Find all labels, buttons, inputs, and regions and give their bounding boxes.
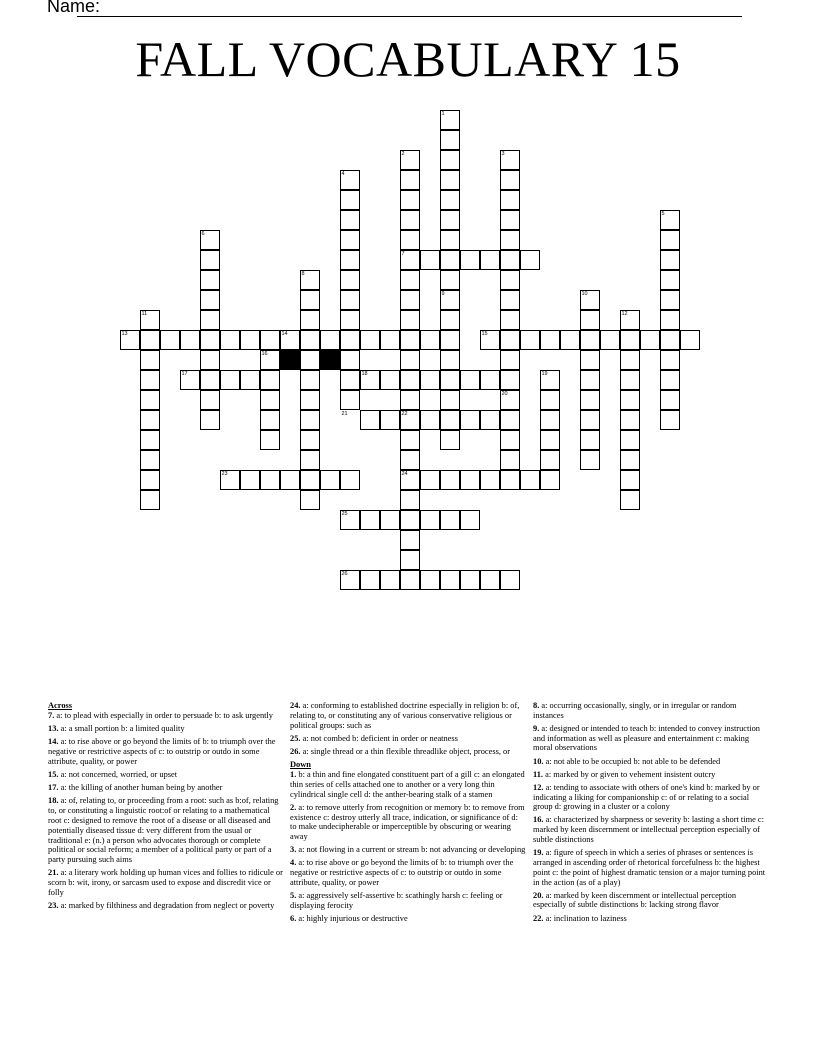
crossword-cell[interactable]	[300, 330, 320, 350]
clue-number-label: 3	[501, 151, 505, 157]
crossword-cell[interactable]	[500, 350, 520, 370]
crossword-cell[interactable]	[240, 470, 260, 490]
crossword-cell[interactable]	[440, 210, 460, 230]
crossword-cell[interactable]	[400, 370, 420, 390]
clue-number-label: 24	[401, 471, 408, 477]
clue-text: a: characterized by sharpness or severity b: lasting a short time c: marked by keen discernment or intellectual perception especially of subtle distinctions	[533, 815, 764, 845]
crossword-cell[interactable]	[340, 470, 360, 490]
crossword-cell[interactable]	[400, 390, 420, 410]
crossword-cell[interactable]	[540, 390, 560, 410]
crossword-cell[interactable]	[360, 570, 380, 590]
clue-number-label: 19	[541, 371, 548, 377]
crossword-cell[interactable]	[580, 330, 600, 350]
clue-number-label: 2	[401, 151, 405, 157]
crossword-cell[interactable]	[440, 190, 460, 210]
crossword-cell[interactable]	[400, 510, 420, 530]
crossword-cell[interactable]	[620, 410, 640, 430]
clue-down-8	[533, 701, 769, 721]
crossword-cell[interactable]	[480, 470, 500, 490]
crossword-cell[interactable]	[380, 570, 400, 590]
crossword-cell[interactable]	[440, 170, 460, 190]
clue-number-label: 17	[181, 371, 188, 377]
crossword-cell[interactable]	[400, 190, 420, 210]
clue-down-9	[533, 724, 769, 753]
crossword-cell[interactable]	[500, 270, 520, 290]
crossword-cell[interactable]	[620, 490, 640, 510]
crossword-cell[interactable]	[260, 410, 280, 430]
clue-number-label: 21	[341, 411, 348, 417]
clue-number-label: 25	[341, 511, 348, 517]
crossword-cell[interactable]	[660, 230, 680, 250]
crossword-cell[interactable]	[620, 350, 640, 370]
crossword-cell[interactable]	[500, 290, 520, 310]
clue-column-1	[48, 701, 284, 914]
crossword-cell[interactable]	[300, 470, 320, 490]
clue-text: a: not combed b: deficient in order or neatness	[300, 733, 458, 743]
crossword-cell[interactable]	[140, 470, 160, 490]
crossword-cell[interactable]	[400, 310, 420, 330]
crossword-cell[interactable]	[200, 370, 220, 390]
crossword-cell[interactable]	[400, 530, 420, 550]
clue-number: 15.	[48, 770, 59, 780]
crossword-cell[interactable]	[520, 470, 540, 490]
crossword-cell[interactable]	[440, 470, 460, 490]
crossword-cell[interactable]	[440, 250, 460, 270]
crossword-cell[interactable]	[500, 230, 520, 250]
crossword-cell[interactable]	[680, 330, 700, 350]
crossword-cell[interactable]	[540, 470, 560, 490]
clue-number: 4.	[290, 858, 297, 868]
crossword-cell[interactable]	[380, 410, 400, 430]
clue-down-22	[533, 914, 769, 924]
clue-down-16	[533, 815, 769, 844]
clue-number-label: 26	[341, 571, 348, 577]
crossword-cell[interactable]	[220, 370, 240, 390]
clue-text: a: marked by or given to vehement insistent outcry	[543, 769, 716, 779]
crossword-cell[interactable]	[340, 370, 360, 390]
crossword-cell[interactable]	[500, 310, 520, 330]
crossword-cell[interactable]	[400, 430, 420, 450]
crossword-cell[interactable]	[340, 270, 360, 290]
crossword-cell[interactable]	[460, 410, 480, 430]
crossword-cell[interactable]	[340, 390, 360, 410]
clue-number: 20.	[533, 890, 544, 900]
clue-number-label: 14	[281, 331, 288, 337]
crossword-cell[interactable]	[420, 510, 440, 530]
clue-down-1	[290, 770, 526, 799]
crossword-cell[interactable]	[420, 330, 440, 350]
crossword-cell[interactable]	[500, 250, 520, 270]
crossword-cell[interactable]	[200, 410, 220, 430]
crossword-cell[interactable]	[500, 190, 520, 210]
clue-text: a: to rise above or go beyond the limits of b: to triumph over the negative or restrictive aspects of c: to outstrip or outdo in some attribute, quality, or power	[290, 858, 514, 888]
clue-across-17	[48, 783, 284, 793]
crossword-cell[interactable]	[380, 330, 400, 350]
clue-number-label: 9	[441, 291, 445, 297]
clue-number: 21.	[48, 868, 59, 878]
crossword-cell[interactable]	[320, 470, 340, 490]
clue-number: 22.	[533, 913, 544, 923]
down-heading: Down	[290, 759, 311, 769]
crossword-cell[interactable]	[340, 350, 360, 370]
crossword-cell[interactable]	[140, 410, 160, 430]
crossword-cell[interactable]	[320, 350, 340, 370]
crossword-cell[interactable]	[340, 290, 360, 310]
crossword-cell[interactable]	[580, 310, 600, 330]
crossword-cell[interactable]	[340, 310, 360, 330]
clue-text: a: inclination to laziness	[543, 913, 627, 923]
crossword-cell[interactable]	[300, 390, 320, 410]
clue-number: 24.	[290, 701, 301, 710]
crossword-cell[interactable]	[200, 350, 220, 370]
crossword-cell[interactable]	[660, 410, 680, 430]
crossword-cell[interactable]	[440, 350, 460, 370]
crossword-cell[interactable]	[160, 330, 180, 350]
crossword-cell[interactable]	[380, 510, 400, 530]
clue-number: 14.	[48, 737, 59, 747]
crossword-cell[interactable]	[240, 330, 260, 350]
clue-number: 5.	[290, 891, 297, 901]
clue-across-18	[48, 796, 284, 865]
clue-number-label: 4	[341, 171, 345, 177]
crossword-cell[interactable]	[300, 430, 320, 450]
crossword-cell[interactable]	[560, 330, 580, 350]
crossword-cell[interactable]	[520, 330, 540, 350]
crossword-cell[interactable]	[140, 450, 160, 470]
crossword-cell[interactable]	[620, 470, 640, 490]
clue-down-4	[290, 858, 526, 887]
clue-text: a: conforming to established doctrine especially in religion b: of, relating to, or constituting any of various conservative religious or political groups: such as	[290, 701, 520, 730]
crossword-cell[interactable]	[400, 230, 420, 250]
crossword-cell[interactable]	[400, 550, 420, 570]
crossword-cell[interactable]	[500, 450, 520, 470]
clue-number-label: 23	[221, 471, 228, 477]
crossword-block	[280, 350, 300, 370]
clue-across-25	[290, 734, 526, 744]
crossword-cell[interactable]	[580, 370, 600, 390]
crossword-cell[interactable]	[540, 450, 560, 470]
clue-number: 16.	[533, 815, 544, 825]
clue-number-label: 16	[261, 351, 268, 357]
crossword-cell[interactable]	[660, 370, 680, 390]
crossword-cell[interactable]	[300, 370, 320, 390]
crossword-cell[interactable]	[140, 430, 160, 450]
crossword-cell[interactable]	[620, 450, 640, 470]
clue-number: 12.	[533, 782, 544, 792]
clue-number: 9.	[533, 723, 540, 733]
clue-number: 8.	[533, 701, 540, 710]
crossword-cell[interactable]	[660, 350, 680, 370]
crossword-cell[interactable]	[660, 290, 680, 310]
clue-down-12	[533, 783, 769, 812]
crossword-cell[interactable]	[300, 350, 320, 370]
crossword-cell[interactable]	[420, 470, 440, 490]
crossword-cell[interactable]	[500, 570, 520, 590]
crossword-cell[interactable]	[480, 370, 500, 390]
clue-down-19	[533, 848, 769, 887]
clue-number-label: 5	[661, 211, 665, 217]
clue-across-21	[48, 868, 284, 897]
crossword-cell[interactable]	[440, 370, 460, 390]
crossword-cell[interactable]	[580, 450, 600, 470]
crossword-cell[interactable]	[360, 410, 380, 430]
clue-number: 13.	[48, 724, 59, 734]
clue-number: 26.	[290, 746, 301, 756]
crossword-cell[interactable]	[440, 310, 460, 330]
clue-number: 1.	[290, 770, 297, 780]
crossword-cell[interactable]	[320, 330, 340, 350]
clue-text: a: a small portion b: a limited quality	[58, 724, 185, 734]
clue-number: 3.	[290, 845, 297, 855]
clue-text: a: to plead with especially in order to persuade b: to ask urgently	[54, 711, 273, 721]
crossword-cell[interactable]	[500, 470, 520, 490]
clue-number: 11.	[533, 769, 544, 779]
clue-text: a: figure of speech in which a series of phrases or sentences is arranged in ascending order of rhetorical forcefulness b: the highest point c: the point of highest dramatic tension or a major turning point in the action (as of a play)	[533, 848, 766, 887]
clue-number-label: 13	[121, 331, 128, 337]
crossword-cell[interactable]	[300, 490, 320, 510]
crossword-cell[interactable]	[140, 350, 160, 370]
crossword-cell[interactable]	[540, 410, 560, 430]
crossword-cell[interactable]	[400, 350, 420, 370]
crossword-cell[interactable]	[340, 250, 360, 270]
crossword-cell[interactable]	[400, 270, 420, 290]
crossword-cell[interactable]	[400, 450, 420, 470]
crossword-cell[interactable]	[460, 250, 480, 270]
crossword-cell[interactable]	[460, 510, 480, 530]
crossword-cell[interactable]	[420, 410, 440, 430]
clue-down-20	[533, 891, 769, 911]
crossword-cell[interactable]	[140, 370, 160, 390]
crossword-cell[interactable]	[500, 330, 520, 350]
crossword-cell[interactable]	[400, 210, 420, 230]
crossword-cell[interactable]	[660, 390, 680, 410]
clue-across-7	[48, 711, 284, 721]
crossword-cell[interactable]	[300, 410, 320, 430]
crossword-cell[interactable]	[440, 330, 460, 350]
clue-number-label: 11	[141, 311, 148, 317]
crossword-cell[interactable]	[200, 330, 220, 350]
clue-number: 23.	[48, 900, 59, 910]
crossword-cell[interactable]	[640, 330, 660, 350]
clue-number-label: 12	[621, 311, 628, 317]
crossword-cell[interactable]	[540, 430, 560, 450]
clue-number-label: 6	[201, 231, 205, 237]
clue-number-label: 8	[301, 271, 305, 277]
clue-text: a: occurring occasionally, singly, or in irregular or random instances	[533, 701, 737, 720]
crossword-cell[interactable]	[440, 150, 460, 170]
crossword-cell[interactable]	[300, 450, 320, 470]
clue-text: a: not concerned, worried, or upset	[58, 770, 178, 780]
crossword-cell[interactable]	[340, 330, 360, 350]
clue-down-2	[290, 803, 526, 842]
crossword-cell[interactable]	[500, 430, 520, 450]
clue-text: a: aggressively self-assertive b: scathingly harsh c: feeling or displaying ferocity	[290, 891, 503, 910]
crossword-cell[interactable]	[440, 390, 460, 410]
crossword-cell[interactable]	[580, 430, 600, 450]
crossword-cell[interactable]	[620, 370, 640, 390]
crossword-cell[interactable]	[260, 370, 280, 390]
crossword-cell[interactable]	[240, 370, 260, 390]
crossword-cell[interactable]	[660, 330, 680, 350]
clue-text: a: tending to associate with others of one's kind b: marked by or indicating a liking for companionship c: of or relating to a social group d: growing in a cluster or a colony	[533, 782, 760, 812]
clue-text: a: designed or intended to teach b: intended to convey instruction and information as well as pleasure and entertainment c: making moral observations	[533, 723, 760, 753]
crossword-cell[interactable]	[460, 570, 480, 590]
crossword-cell[interactable]	[140, 330, 160, 350]
clue-text: a: highly injurious or destructive	[296, 914, 408, 924]
clue-text: a: not able to be occupied b: not able to be defended	[543, 756, 721, 766]
crossword-cell[interactable]	[180, 330, 200, 350]
crossword-cell[interactable]	[500, 370, 520, 390]
clue-text: a: marked by filthiness and degradation from neglect or poverty	[58, 900, 275, 910]
crossword-cell[interactable]	[440, 230, 460, 250]
page-title: FALL VOCABULARY 15	[135, 31, 681, 87]
clue-number-label: 7	[401, 251, 405, 257]
clue-across-15	[48, 770, 284, 780]
clue-across-26	[290, 747, 526, 757]
clue-number-label: 18	[361, 371, 368, 377]
clue-text: b: a thin and fine elongated constituent part of a gill c: an elongated thin series of cells attached one to another or a very long thin cylindrical single cell d: the anther-bearing stalk of a stamen	[290, 770, 525, 799]
crossword-cell[interactable]	[340, 210, 360, 230]
crossword-cell[interactable]	[340, 190, 360, 210]
clue-number: 19.	[533, 848, 544, 858]
crossword-cell[interactable]	[480, 570, 500, 590]
crossword-cell[interactable]	[260, 470, 280, 490]
crossword-cell[interactable]	[200, 250, 220, 270]
clue-number: 2.	[290, 802, 297, 812]
crossword-cell[interactable]	[500, 410, 520, 430]
clue-number: 6.	[290, 914, 297, 924]
across-heading: Across	[48, 701, 73, 710]
clue-across-24	[290, 701, 526, 730]
crossword-cell[interactable]	[580, 410, 600, 430]
clue-number-label: 15	[481, 331, 488, 337]
crossword-cell[interactable]	[500, 210, 520, 230]
crossword-cell[interactable]	[620, 390, 640, 410]
crossword-cell[interactable]	[140, 390, 160, 410]
clue-down-11	[533, 770, 769, 780]
crossword-cell[interactable]	[480, 410, 500, 430]
clue-down-10	[533, 757, 769, 767]
crossword-cell[interactable]	[400, 570, 420, 590]
crossword-cell[interactable]	[420, 570, 440, 590]
crossword-cell[interactable]	[520, 250, 540, 270]
clue-text: a: to remove utterly from recognition or memory b: to remove from existence c: destroy utterly all trace, indication, or significance of d: to make undecipherable or imperceptible by obscuring or wearing away	[290, 802, 525, 842]
crossword-cell[interactable]	[440, 570, 460, 590]
clue-number: 17.	[48, 783, 59, 793]
crossword-cell[interactable]	[500, 170, 520, 190]
clue-down-6	[290, 914, 526, 924]
clue-text: a: not flowing in a current or stream b: not advancing or developing	[296, 845, 526, 855]
crossword-cell[interactable]	[400, 330, 420, 350]
clue-down-3	[290, 845, 526, 855]
clue-across-23	[48, 901, 284, 911]
crossword-cell[interactable]	[200, 270, 220, 290]
crossword-cell[interactable]	[400, 170, 420, 190]
crossword-cell[interactable]	[620, 330, 640, 350]
crossword-cell[interactable]	[200, 390, 220, 410]
crossword-cell[interactable]	[300, 310, 320, 330]
clue-number-label: 1	[441, 111, 445, 117]
crossword-cell[interactable]	[260, 430, 280, 450]
crossword-cell[interactable]	[440, 410, 460, 430]
crossword-cell[interactable]	[660, 270, 680, 290]
crossword-cell[interactable]	[580, 390, 600, 410]
crossword-cell[interactable]	[140, 490, 160, 510]
clue-number: 10.	[533, 756, 544, 766]
crossword-cell[interactable]	[420, 250, 440, 270]
clue-number-label: 10	[581, 291, 588, 297]
crossword-cell[interactable]	[380, 370, 400, 390]
clue-number: 7.	[48, 711, 55, 721]
clue-number-label: 20	[501, 391, 508, 397]
crossword-cell[interactable]	[620, 430, 640, 450]
crossword-cell[interactable]	[280, 470, 300, 490]
crossword-cell[interactable]	[440, 430, 460, 450]
name-field-label: Name:	[47, 0, 101, 16]
clue-text: a: of, relating to, or proceeding from a root: such as b:of, relating to, or constituting a linguistic root:of or relating to a mathematical root c: designed to remove the root of a disease or all diseased and potentially diseased tissue d: very different from the usual or traditional e: (n.) a person who advocates thorough or complete political or social reform; a member of a political party or part of a party pursuing such aims	[48, 796, 279, 865]
crossword-cell[interactable]	[300, 290, 320, 310]
crossword-cell[interactable]	[220, 330, 240, 350]
crossword-cell[interactable]	[420, 370, 440, 390]
crossword-cell[interactable]	[360, 330, 380, 350]
clue-text: a: a literary work holding up human vices and follies to ridicule or scorn b: wit, irony, or sarcasm used to expose and discredit vice or folly	[48, 868, 283, 897]
crossword-cell[interactable]	[440, 130, 460, 150]
crossword-cell[interactable]	[440, 270, 460, 290]
crossword-cell[interactable]	[660, 310, 680, 330]
crossword-cell[interactable]	[480, 250, 500, 270]
clue-across-14	[48, 737, 284, 766]
clue-column-3	[533, 701, 769, 927]
crossword-cell[interactable]	[600, 330, 620, 350]
clue-number: 25.	[290, 733, 301, 743]
clue-text: a: marked by keen discernment or intellectual perception especially of subtle distinctions b: lacking strong flavor	[533, 890, 737, 910]
crossword-cell[interactable]	[660, 250, 680, 270]
crossword-cell[interactable]	[440, 510, 460, 530]
clue-down-5	[290, 891, 526, 911]
clue-column-2	[290, 701, 526, 927]
clue-text: a: the killing of another human being by another	[58, 783, 223, 793]
clue-number: 18.	[48, 796, 59, 806]
crossword-cell[interactable]	[400, 290, 420, 310]
clue-across-13	[48, 724, 284, 734]
clue-text: a: to rise above or go beyond the limits of b: to triumph over the negative or restrictive aspects of c: to outstrip or outdo in some attribute, quality, or power	[48, 737, 276, 767]
clue-number-label: 22	[401, 411, 408, 417]
crossword-cell[interactable]	[460, 470, 480, 490]
crossword-cell[interactable]	[540, 330, 560, 350]
crossword-cell[interactable]	[260, 330, 280, 350]
crossword-cell[interactable]	[200, 290, 220, 310]
crossword-cell[interactable]	[400, 490, 420, 510]
clue-text: a: single thread or a thin flexible threadlike object, process, or	[300, 746, 511, 756]
crossword-cell[interactable]	[260, 390, 280, 410]
crossword-cell[interactable]	[340, 230, 360, 250]
crossword-cell[interactable]	[360, 510, 380, 530]
crossword-cell[interactable]	[580, 350, 600, 370]
crossword-cell[interactable]	[460, 370, 480, 390]
crossword-cell[interactable]	[200, 310, 220, 330]
